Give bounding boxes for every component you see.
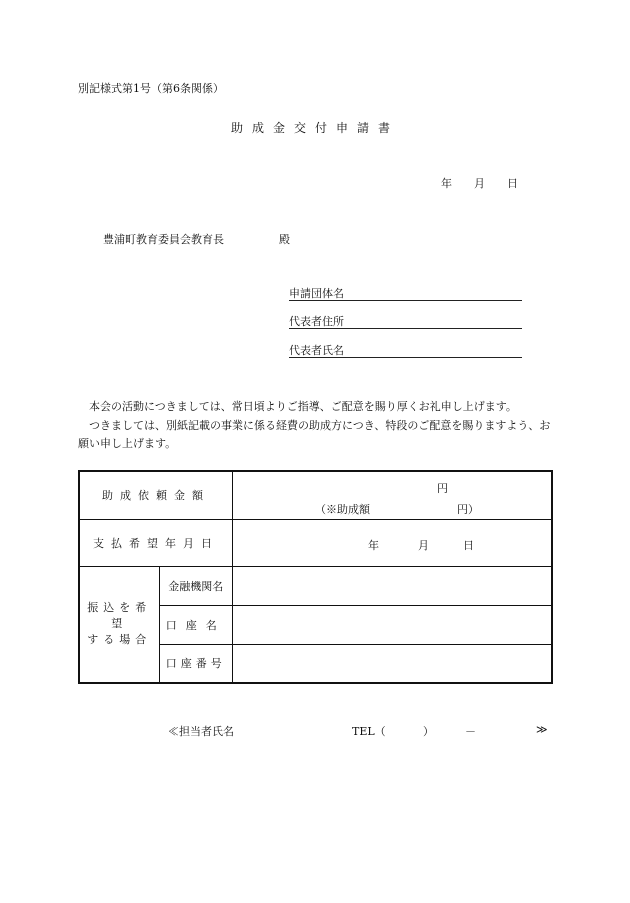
date-line [441, 175, 518, 191]
account-name-label: 口座名 [159, 605, 232, 644]
transfer-group-label-line1: 振込を希望 [87, 601, 152, 631]
date-year-label: 年 [441, 177, 452, 190]
amount-value-cell[interactable] [233, 471, 553, 519]
table-row-bank [79, 566, 552, 605]
addressee-honorific: 殿 [279, 233, 290, 246]
body-paragraph-1: 本会の活動につきましては、常日頃よりご指導、ご配意を賜り厚くお礼申し上げます。 [89, 400, 517, 413]
date-day-label: 日 [507, 177, 518, 190]
table-row-payment-date [79, 519, 552, 566]
payment-month-label: 月 [418, 538, 429, 552]
tel-paren-close: ） [423, 725, 434, 738]
contact-person-label: ≪担当者氏名 [168, 725, 234, 738]
amount-label: 助成依頼金額 [79, 471, 233, 519]
tel-label: TEL（ [352, 725, 386, 738]
representative-name-field[interactable] [289, 342, 522, 358]
applicant-group-name-label: 申請団体名 [289, 287, 344, 300]
grant-amount-note-open: （※助成額 [315, 503, 370, 516]
payment-year-label: 年 [368, 538, 379, 552]
form-number-label: 別記様式第1号（第6条関係） [78, 82, 224, 95]
grant-amount-note-close: 円） [457, 503, 479, 516]
bank-name-value-cell[interactable] [233, 566, 553, 605]
representative-name-label: 代表者氏名 [289, 344, 344, 357]
account-number-label: 口座番号 [159, 644, 232, 683]
representative-address-label: 代表者住所 [289, 315, 344, 328]
applicant-group-name-field[interactable] [289, 285, 522, 301]
account-number-value-cell[interactable] [233, 644, 553, 683]
addressee-name: 豊浦町教育委員会教育長 [103, 233, 224, 246]
payment-date-label: 支払希望年月日 [79, 519, 233, 566]
date-month-label: 月 [474, 177, 485, 190]
table-row-amount [79, 471, 552, 519]
transfer-group-label [79, 566, 159, 683]
document-title: 助成金交付申請書 [230, 121, 399, 135]
payment-date-value-cell[interactable] [233, 519, 553, 566]
account-name-value-cell[interactable] [233, 605, 553, 644]
amount-yen-unit: 円 [437, 482, 448, 495]
contact-close-bracket: ≫ [536, 723, 548, 736]
representative-address-field[interactable] [289, 313, 522, 329]
payment-day-label: 日 [463, 538, 474, 552]
transfer-group-label-line2: する場合 [87, 633, 152, 647]
application-table [78, 470, 553, 684]
bank-name-label: 金融機関名 [159, 566, 232, 605]
tel-dash: － [465, 725, 476, 738]
body-paragraph-2: つきましては、別紙記載の事業に係る経費の助成方につき、特段のご配意を賜りますよう、お願い申し上げます。 [78, 418, 551, 450]
body-text [78, 398, 552, 454]
